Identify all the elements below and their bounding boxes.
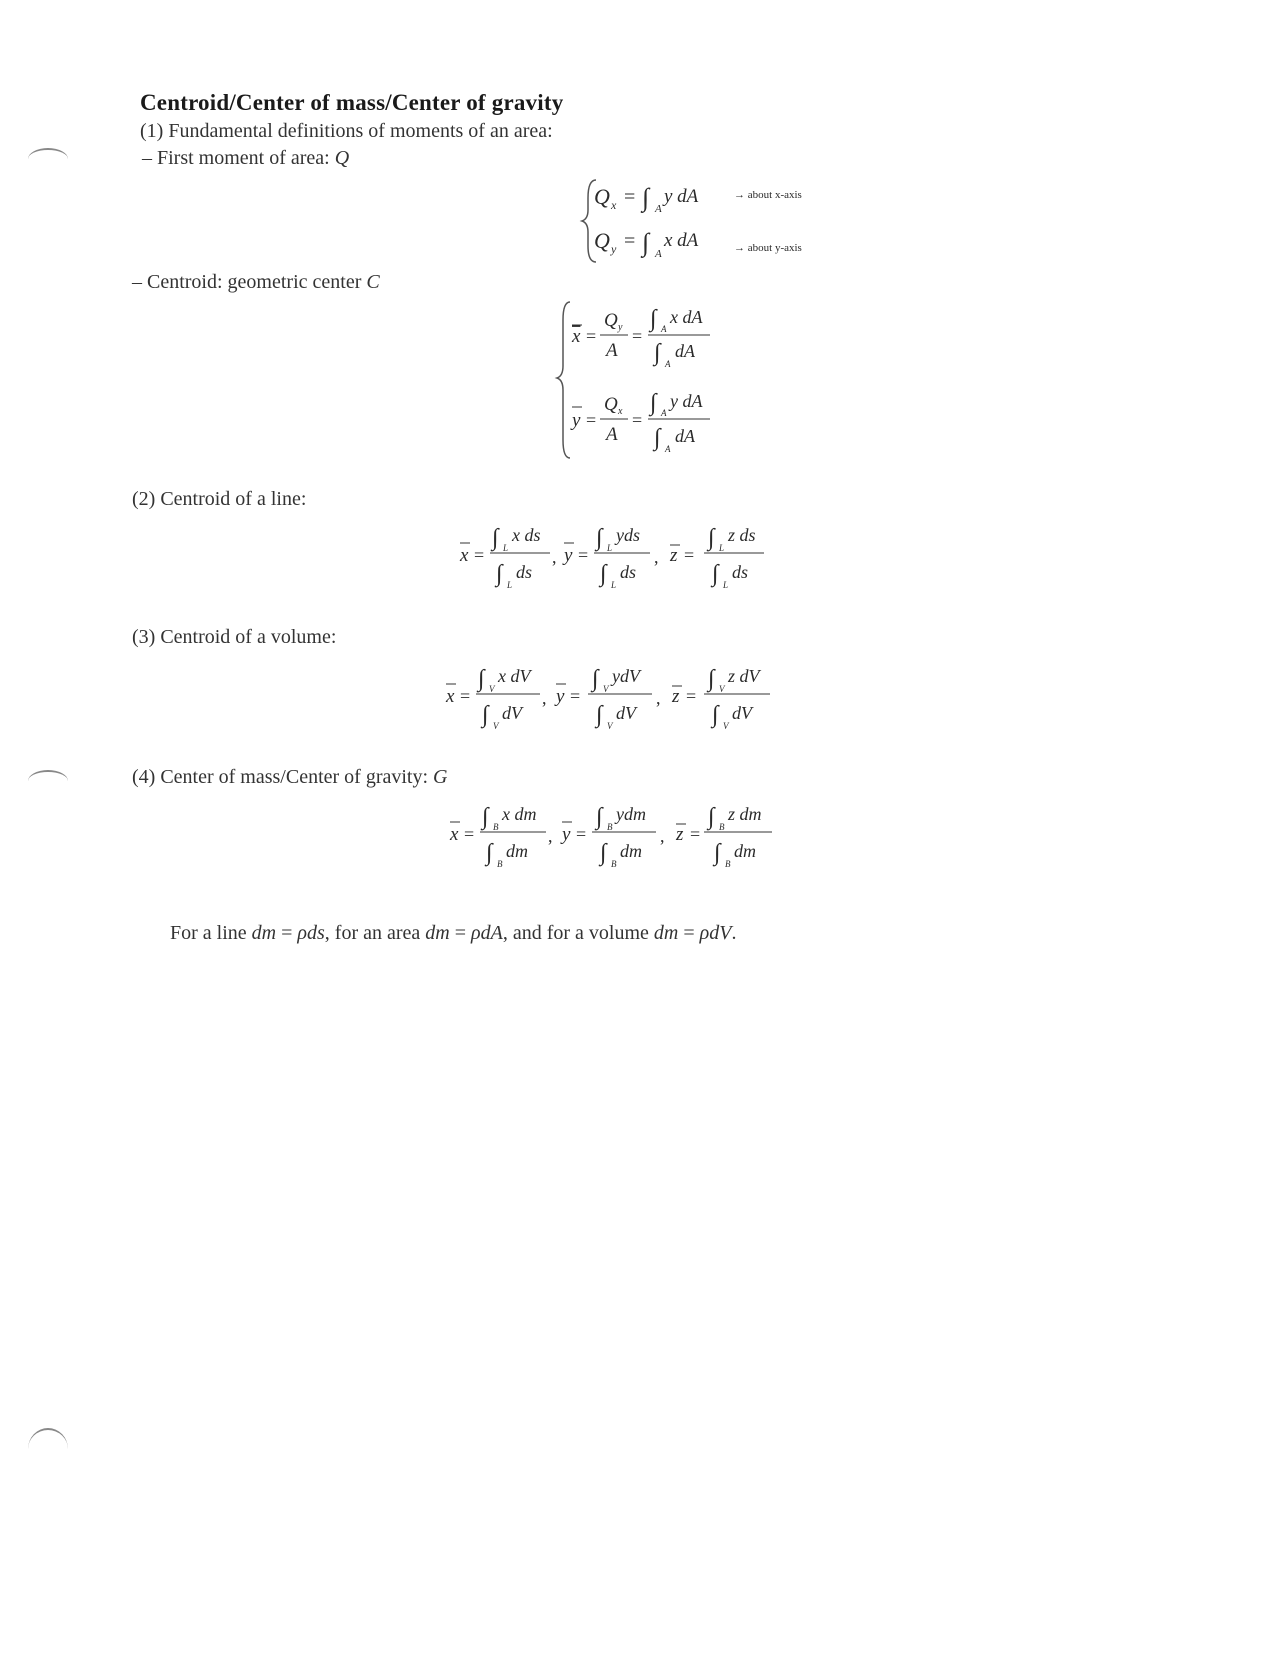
- binder-hole-mark-bottom: [28, 1428, 68, 1470]
- qx-lhs: Q: [594, 184, 610, 209]
- mass-center-equations: [450, 794, 830, 884]
- xdV: x dV: [498, 666, 531, 686]
- eq: =: [576, 824, 587, 844]
- int-sub: L: [723, 580, 729, 590]
- note-text: =: [276, 922, 298, 944]
- integral: ∫: [492, 525, 499, 551]
- dA: dA: [675, 341, 695, 361]
- int-sub: B: [493, 822, 499, 832]
- qx-rhs: y dA: [664, 186, 699, 207]
- integral: ∫: [654, 425, 661, 451]
- int-sub: V: [607, 721, 613, 731]
- page-title: Centroid/Center of mass/Center of gravity: [140, 90, 564, 115]
- xbar: x: [450, 824, 459, 845]
- dV: dV: [502, 703, 522, 723]
- brace: [557, 302, 570, 458]
- note-text: For a line: [170, 922, 252, 944]
- area-centroid-equations: [560, 300, 760, 470]
- eq: =: [686, 686, 697, 706]
- qx-integral: ∫: [642, 183, 650, 212]
- integral: ∫: [708, 666, 715, 692]
- comma: ,: [656, 688, 661, 708]
- int-sub: L: [507, 580, 513, 590]
- int-sub: A: [661, 324, 667, 334]
- ybar: y: [564, 545, 573, 566]
- note-text: , and for a volume: [502, 922, 654, 944]
- integral: ∫: [712, 561, 719, 587]
- int-sub: V: [493, 721, 499, 731]
- integral: ∫: [712, 702, 719, 728]
- ybar: y: [572, 410, 581, 431]
- centroid-label: [132, 271, 380, 294]
- zbar: z: [670, 545, 678, 566]
- int-sub: L: [503, 543, 509, 553]
- dA: dA: [675, 426, 695, 446]
- eq: =: [578, 545, 589, 565]
- note-math: dm: [653, 922, 679, 944]
- int-sub: B: [607, 822, 613, 832]
- eq: =: [586, 410, 597, 430]
- integral: ∫: [708, 525, 715, 551]
- density-note: [170, 922, 736, 945]
- qx-eq: =: [624, 186, 636, 208]
- integral: ∫: [650, 306, 657, 332]
- section-1-heading: (1) Fundamental definitions of moments of an area:: [140, 120, 553, 142]
- int-sub: B: [719, 822, 725, 832]
- first-moment-equations: [586, 176, 886, 266]
- int-sub: L: [607, 543, 613, 553]
- integral: ∫: [482, 702, 489, 728]
- qy-rhs: x dA: [664, 230, 699, 251]
- eq: =: [570, 686, 581, 706]
- comma: ,: [654, 547, 659, 567]
- eq: =: [690, 824, 701, 844]
- integral: ∫: [596, 702, 603, 728]
- note-math: ρdV: [699, 922, 732, 944]
- int-sub: A: [665, 359, 671, 369]
- qy-eq: =: [624, 230, 636, 252]
- ds: ds: [732, 562, 749, 582]
- first-moment-label: [142, 147, 349, 170]
- section-4-symbol: G: [433, 766, 448, 788]
- xds: x ds: [512, 525, 541, 545]
- integral: ∫: [482, 804, 489, 830]
- integral: ∫: [650, 390, 657, 416]
- section-4-text: (4) Center of mass/Center of gravity:: [132, 766, 434, 788]
- integral: ∫: [708, 804, 715, 830]
- qy-integral: ∫: [642, 228, 650, 257]
- integral: ∫: [596, 804, 603, 830]
- integral: ∫: [496, 561, 503, 587]
- qx-num-sub: x: [618, 406, 623, 417]
- note-text: , for an area: [324, 922, 426, 944]
- section-3-heading: (3) Centroid of a volume:: [132, 626, 337, 648]
- qx-int-sub: A: [655, 203, 662, 215]
- qy-note: → about y-axis: [734, 242, 802, 254]
- comma: ,: [660, 826, 665, 846]
- integral: ∫: [486, 840, 493, 866]
- xbar: x: [460, 545, 469, 566]
- comma: ,: [552, 547, 557, 567]
- eq: =: [684, 545, 695, 565]
- note-text: =: [449, 922, 472, 944]
- note-math: dm: [425, 922, 450, 944]
- qx-note: → about x-axis: [734, 189, 802, 201]
- ds: ds: [620, 562, 637, 582]
- ydV: ydV: [612, 666, 640, 686]
- eq: =: [474, 545, 485, 565]
- int-sub: B: [611, 859, 617, 869]
- comma: ,: [542, 688, 547, 708]
- zdm: z dm: [728, 804, 762, 824]
- qx-sub: x: [611, 198, 617, 212]
- zdV: z dV: [728, 666, 760, 686]
- xdm: x dm: [502, 804, 537, 824]
- qy-int-sub: A: [655, 248, 662, 260]
- first-moment-symbol: Q: [334, 147, 350, 169]
- centroid-symbol: C: [366, 271, 380, 293]
- qy-num: Q: [604, 310, 618, 331]
- qy-sub: y: [611, 242, 617, 256]
- integral: ∫: [654, 340, 661, 366]
- xbar: x: [446, 686, 455, 707]
- zbar: z: [672, 686, 680, 707]
- eq: =: [464, 824, 475, 844]
- binder-hole-mark-top: [28, 148, 68, 170]
- int-sub: B: [497, 859, 503, 869]
- note-text: .: [731, 922, 737, 944]
- note-math: ρds: [297, 922, 325, 944]
- int-sub: V: [723, 721, 729, 731]
- zds: z ds: [728, 525, 756, 545]
- dm: dm: [734, 841, 756, 861]
- int-sub: L: [611, 580, 617, 590]
- note-math: ρdA: [471, 922, 503, 944]
- ydm: ydm: [616, 804, 646, 824]
- integral: ∫: [596, 525, 603, 551]
- qy-num-sub: y: [618, 322, 623, 333]
- section-4-heading: [132, 766, 447, 789]
- integral: ∫: [600, 840, 607, 866]
- int-sub: L: [719, 543, 725, 553]
- int-sub: B: [725, 859, 731, 869]
- first-moment-text: – First moment of area:: [142, 147, 335, 169]
- section-2-heading: (2) Centroid of a line:: [132, 488, 307, 510]
- comma: ,: [548, 826, 553, 846]
- ybar: y: [556, 686, 565, 707]
- ds: ds: [516, 562, 533, 582]
- integral: ∫: [714, 840, 721, 866]
- dV: dV: [616, 703, 636, 723]
- yds: yds: [616, 525, 640, 545]
- zbar: z: [676, 824, 684, 845]
- qx-num: Q: [604, 394, 618, 415]
- int-sub: A: [665, 444, 671, 454]
- integral: ∫: [592, 666, 599, 692]
- binder-hole-mark-middle: [28, 770, 68, 792]
- integral: ∫: [600, 561, 607, 587]
- int-sub: V: [489, 684, 495, 694]
- eq: =: [632, 410, 643, 430]
- eq: =: [460, 686, 471, 706]
- int-sub: V: [603, 684, 609, 694]
- dm: dm: [620, 841, 642, 861]
- dm: dm: [506, 841, 528, 861]
- qy-lhs: Q: [594, 228, 610, 253]
- area-den: A: [606, 424, 618, 445]
- xbar: x: [572, 326, 581, 347]
- note-text: =: [678, 922, 700, 944]
- int-sub: A: [661, 408, 667, 418]
- note-math: dm: [251, 922, 277, 944]
- area-den: A: [606, 340, 618, 361]
- dV: dV: [732, 703, 752, 723]
- ybar: y: [562, 824, 571, 845]
- volume-centroid-equations: [446, 656, 826, 746]
- centroid-text: – Centroid: geometric center: [132, 271, 367, 293]
- integral: ∫: [478, 666, 485, 692]
- line-centroid-equations: [460, 515, 820, 605]
- eq: =: [586, 326, 597, 346]
- eq: =: [632, 326, 643, 346]
- int-sub: V: [719, 684, 725, 694]
- ydA: y dA: [670, 391, 703, 411]
- xdA: x dA: [670, 307, 703, 327]
